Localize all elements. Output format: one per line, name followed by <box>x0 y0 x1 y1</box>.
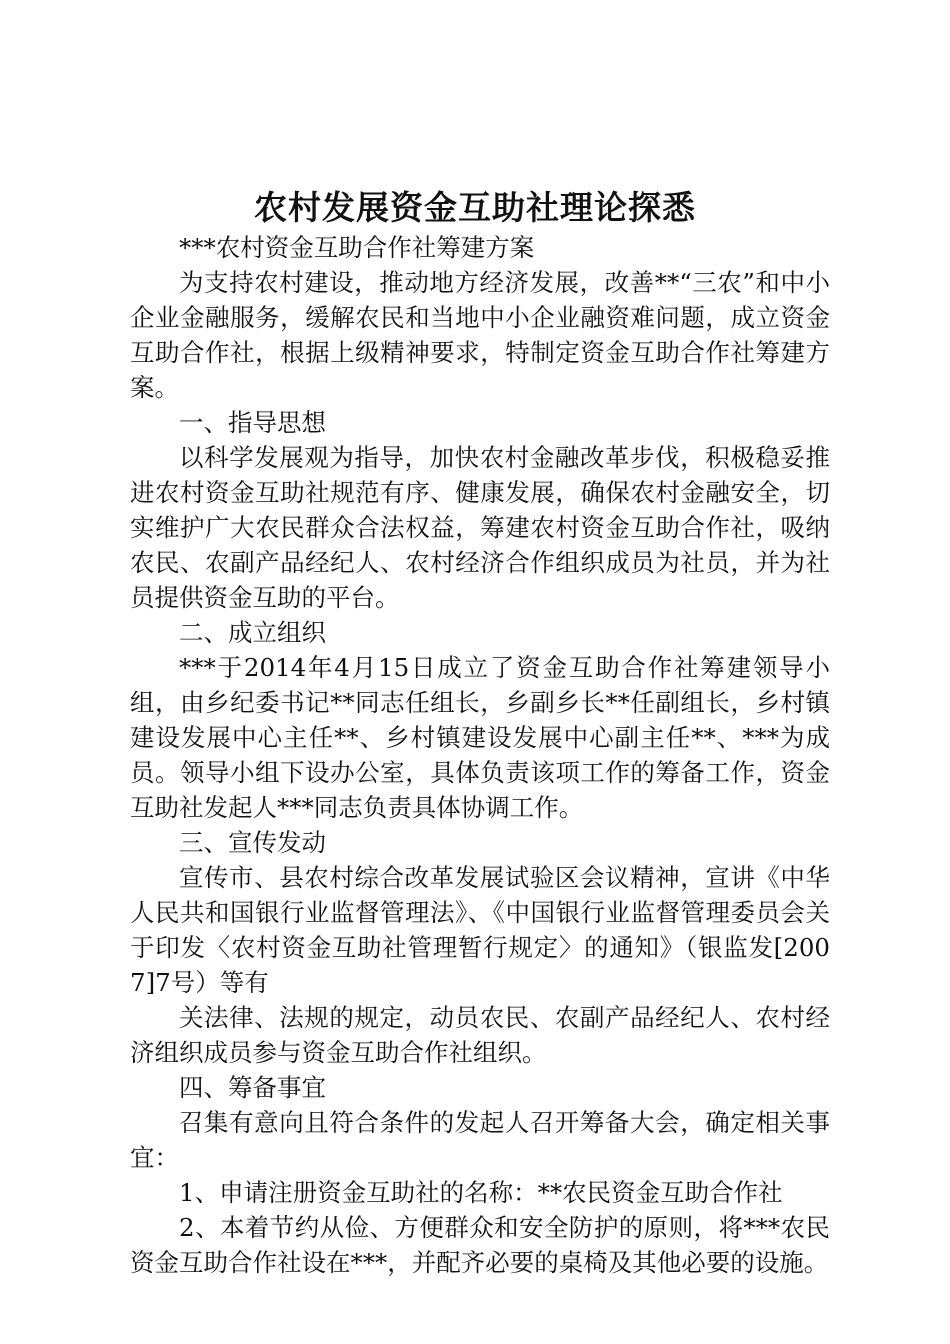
section-heading-guiding-ideology: 一、指导思想 <box>179 408 326 437</box>
intro-paragraph: 为支持农村建设，推动地方经济发展，改善**“三农”和中小企业金融服务，缓解农民和当地中小企业融资难问题，成立资金互助合作社，根据上级精神要求，特制定资金互助合作社筹建方案。 <box>130 268 830 402</box>
section-heading-preparation: 四、筹备事宜 <box>179 1073 326 1102</box>
section-heading-organization: 二、成立组织 <box>179 618 326 647</box>
preparation-item-1: 1、申请注册资金互助社的名称：**农民资金互助合作社 <box>179 1178 783 1207</box>
organization-paragraph: ***于2014年4月15日成立了资金互助合作社筹建领导小组，由乡纪委书记**同志任组长，乡副乡长**任副组长，乡村镇建设发展中心主任**、乡村镇建设发展中心副主任**、***为成员。领导小组下设办公室，具体负责该项工作的筹备工作，资金互助社发起人***同志负责具体协调工作。 <box>130 653 830 822</box>
plan-heading: ***农村资金互助合作社筹建方案 <box>179 233 535 262</box>
preparation-item-2: 2、本着节约从俭、方便群众和安全防护的原则，将***农民资金互助合作社设在***，并配齐必要的桌椅及其他必要的设施。 <box>130 1213 830 1277</box>
document-body <box>130 230 830 1280</box>
guiding-ideology-paragraph: 以科学发展观为指导，加快农村金融改革步伐，积极稳妥推进农村资金互助社规范有序、健康发展，确保农村金融安全，切实维护广大农民群众合法权益，筹建农村资金互助合作社，吸纳农民、农副产品经纪人、农村经济合作组织成员为社员，并为社员提供资金互助的平台。 <box>130 443 830 612</box>
publicity-paragraph: 宣传市、县农村综合改革发展试验区会议精神，宣讲《中华人民共和国银行业监督管理法》、《中国银行业监督管理委员会关于印发〈农村资金互助社管理暂行规定〉的通知》（银监发[2007]7号）等有 <box>130 863 830 997</box>
publicity-paragraph-continued: 关法律、法规的规定，动员农民、农副产品经纪人、农村经济组织成员参与资金互助合作社组织。 <box>130 1003 830 1067</box>
section-heading-publicity: 三、宣传发动 <box>179 828 326 857</box>
document-title: 农村发展资金互助社理论探悉 <box>254 188 696 227</box>
preparation-paragraph: 召集有意向且符合条件的发起人召开筹备大会，确定相关事宜： <box>130 1108 830 1172</box>
